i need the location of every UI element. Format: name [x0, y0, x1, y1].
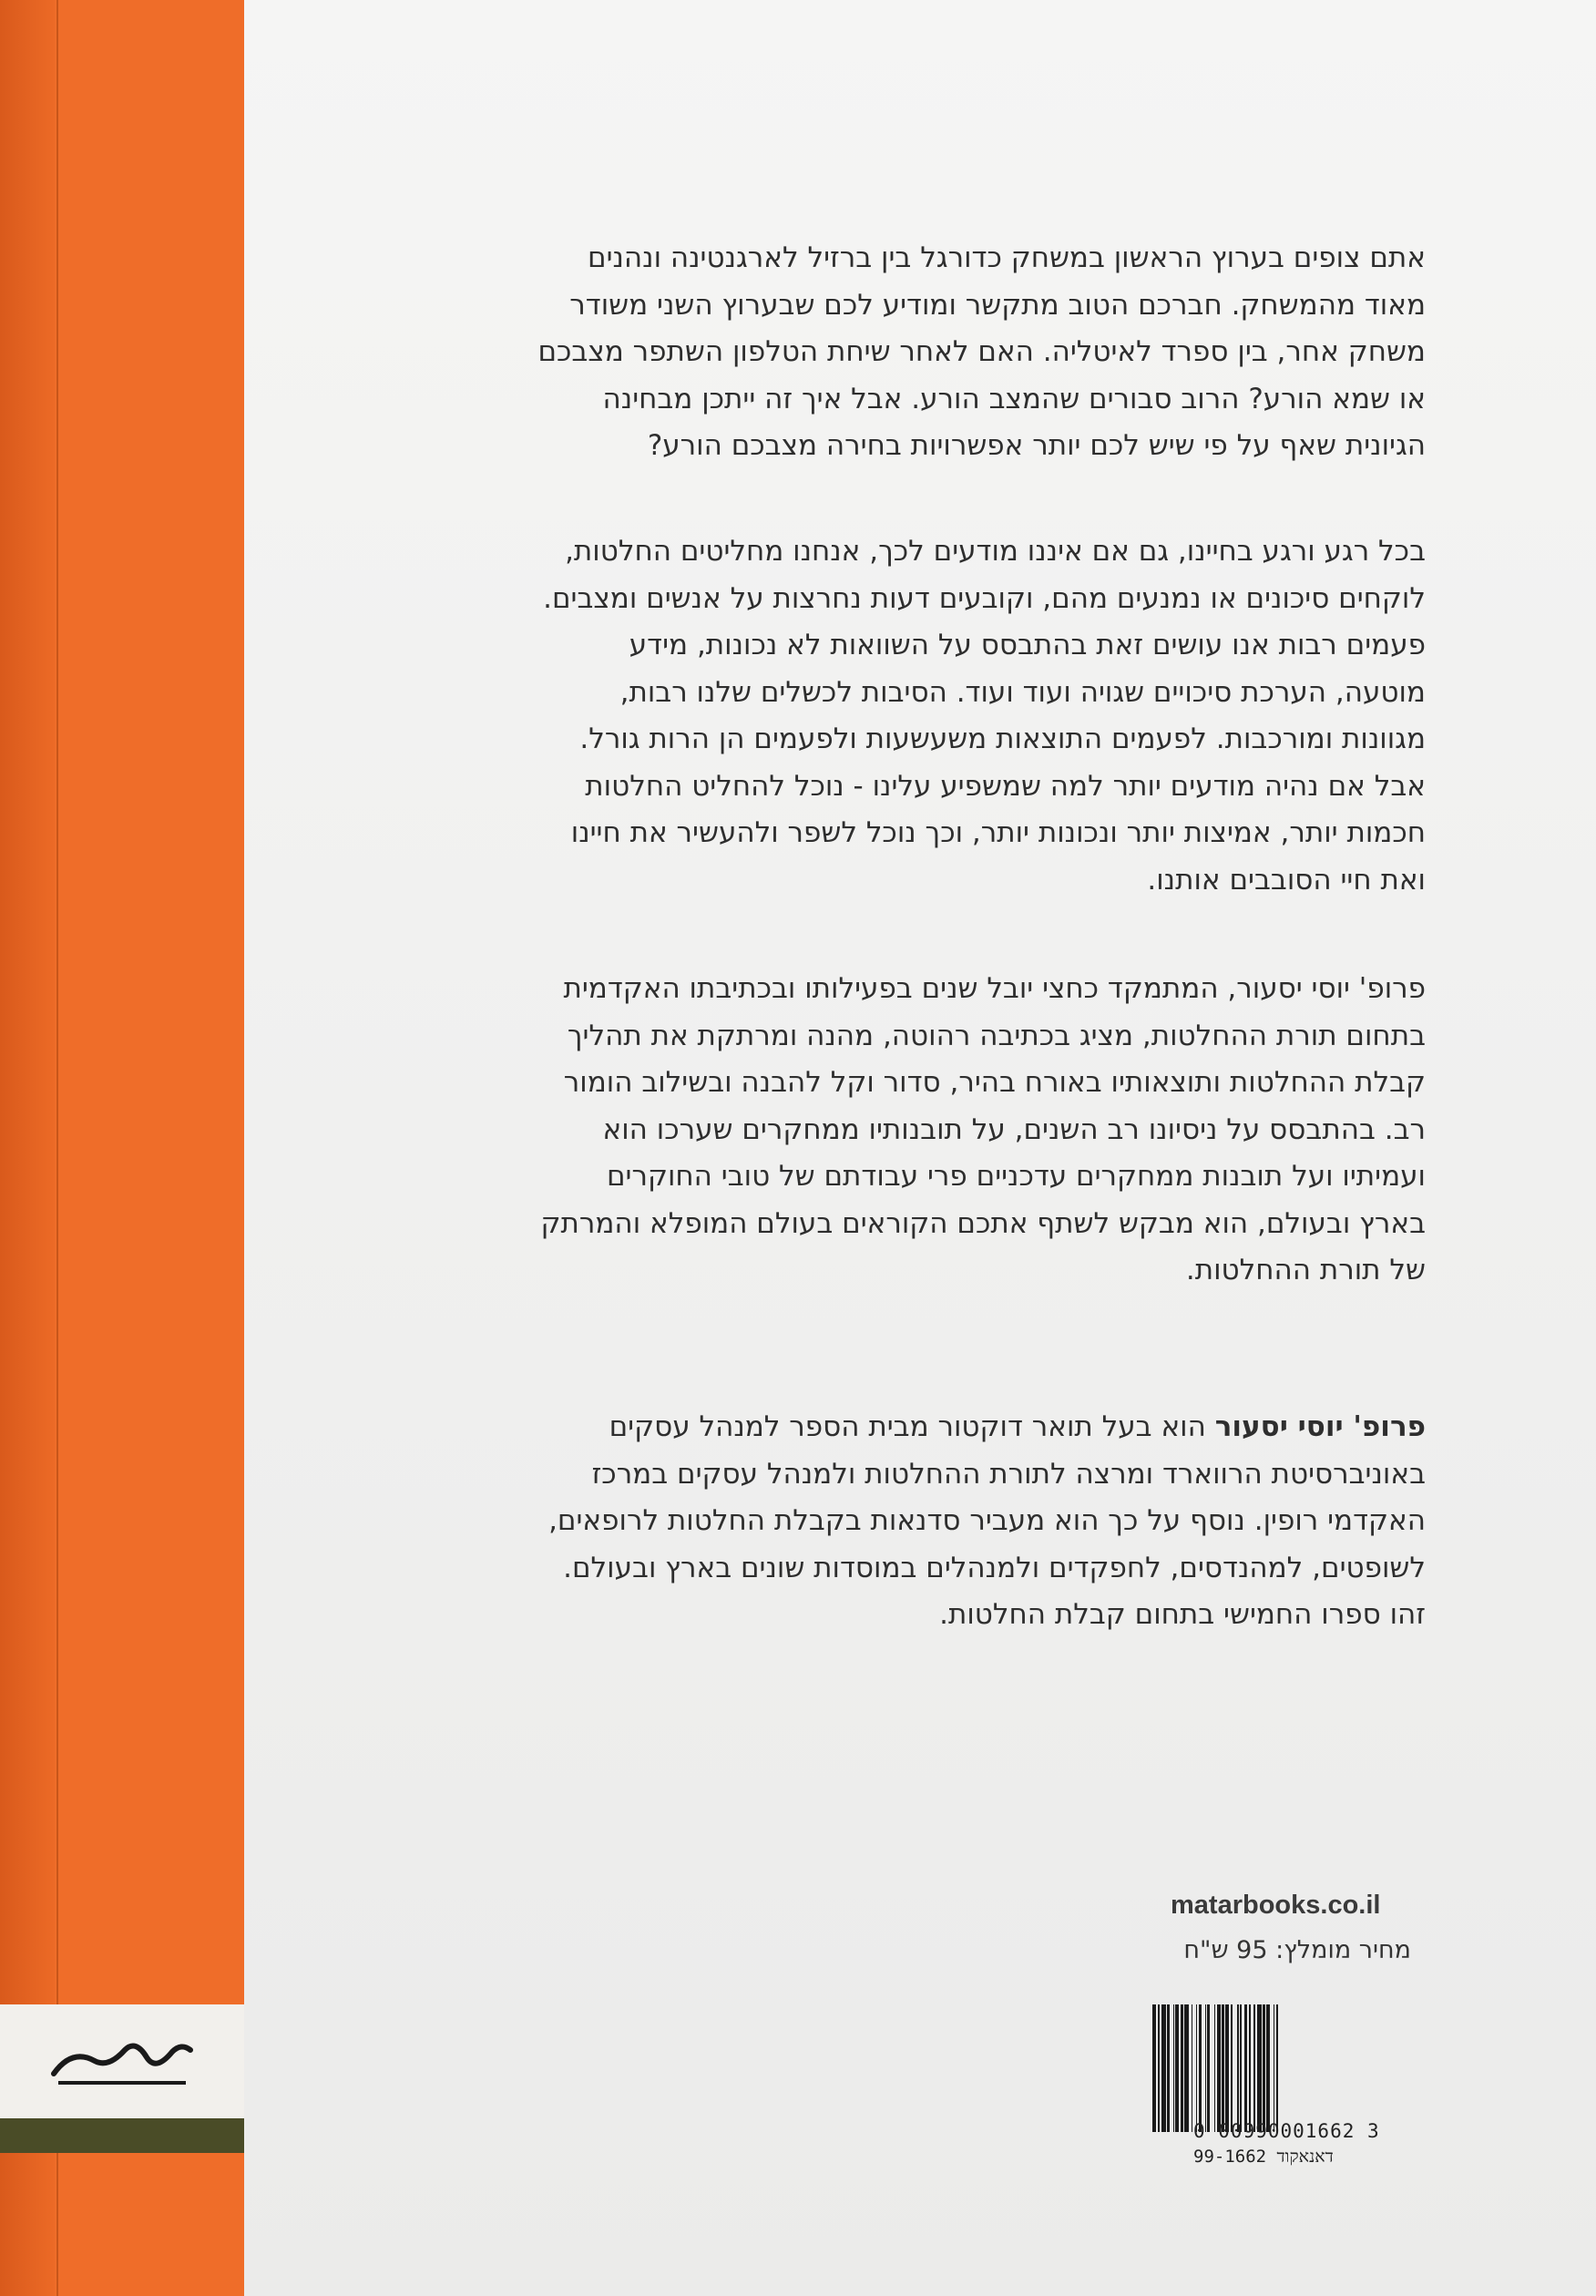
bio-line: באוניברסיטת הרווארד ומרצה לתורת ההחלטות ולמנהל עסקים במרכז — [591, 1457, 1426, 1491]
spine-fold-line — [56, 0, 58, 2296]
spine-shade — [0, 0, 55, 2296]
bio-line: האקדמי רופין. נוסף על כך הוא מעביר סדנאות בקבלת החלטות לרופאים, — [548, 1504, 1426, 1537]
text-line: בארץ ובעולם, הוא מבקש לשתף אתכם הקוראים בעולם המופלא והמרתק — [540, 1206, 1426, 1240]
barcode-bar — [1278, 2004, 1281, 2132]
description-paragraph — [543, 528, 1426, 904]
text-line: בתחום תורת ההחלטות, מציג בכתיבה רהוטה, מהנה ומרתקת את תהליך — [567, 1019, 1426, 1052]
barcode-icon — [1152, 2004, 1409, 2132]
text-line: אתם צופים בערוץ הראשון במשחק כדורגל בין ברזיל לארגנטינה ונהנים — [588, 241, 1426, 274]
catalog-code: 99-1662 דאנאקוד — [1193, 2147, 1334, 2167]
text-line: מוטעה, הערכת סיכויים שגויה ועוד ועוד. הסיבות לכשלים שלנו רבות, — [619, 675, 1426, 709]
publisher-logo — [0, 2004, 244, 2118]
text-line: מאוד מהמשחק. חברכם הטוב מתקשר ומודיע לכם שבערוץ השני משודר — [569, 288, 1426, 322]
text-line: מגוונות ומורכבות. לפעמים התוצאות משעשעות ולפעמים הן הרות גורל. — [579, 723, 1426, 755]
text-line: רב. בהתבסס על ניסיונו רב השנים, על תובנותיו ממחקרים שערכו הוא — [602, 1112, 1426, 1146]
publisher-website: matarbooks.co.il — [1171, 1891, 1381, 1920]
author-approach-paragraph — [541, 966, 1426, 1295]
bio-line: לשופטים, למהנדסים, לחפקדים ולמנהלים במוסדות שונים בארץ ובעולם. — [563, 1551, 1426, 1584]
recommended-price: מחיר מומלץ: 95 ש"ח — [1183, 1936, 1411, 1964]
svg-text:מטר: מטר — [121, 2075, 123, 2076]
text-line: פרופ' יוסי יסעור, המתמקד כחצי יובל שנים בפעילותו ובכתיבתו האקדמית — [563, 972, 1426, 1005]
bio-line-1: פרופ' יוסי יסעור הוא בעל תואר דוקטור מבית הספר למנהל עסקים — [609, 1410, 1426, 1443]
text-line: או שמא הורע? הרוב סבורים שהמצב הורע. אבל איך זה ייתכן מבחינה — [602, 382, 1426, 415]
text-line: חכמות יותר, אמיצות יותר ונכונות יותר, וכך נוכל לשפר ולהעשיר את חיינו — [570, 816, 1426, 849]
text-line: בכל רגע ורגע בחיינו, גם אם איננו מודעים לכך, אנחנו מחליטים החלטות, — [565, 535, 1426, 568]
text-line: ועמיתיו ועל תובנות ממחקרים עדכניים פרי עבודתם של טובי החוקרים — [606, 1160, 1426, 1193]
author-bio — [548, 1404, 1426, 1639]
barcode-number: 0 00990001662 3 — [1193, 2120, 1380, 2142]
text-line: לוקחים סיכונים או נמנעים מהם, וקובעים דעות נחרצות על אנשים ומצבים. — [543, 581, 1426, 615]
intro-paragraph — [537, 235, 1426, 470]
text-line: הגיונית שאף על פי שיש לכם יותר אפשרויות בחירה מצבכם הורע? — [647, 429, 1426, 462]
text-line: פעמים רבות אנו עושים זאת בהתבסס על השוואות לא נכונות, מידע — [629, 629, 1426, 661]
spine-dark-stripe — [0, 2118, 244, 2153]
text-line: קבלת ההחלטות ותוצאותיו באורח בהיר, סדור וקל להבנה ובשילוב הומור — [563, 1066, 1426, 1099]
text-line: של תורת ההחלטות. — [1185, 1254, 1426, 1286]
matar-logo-icon — [45, 2030, 200, 2094]
text-line: ואת חיי הסובבים אותנו. — [1147, 863, 1426, 897]
author-name: פרופ' יוסי יסעור — [1214, 1410, 1426, 1443]
text-line: אבל אם נהיה מודעים יותר למה שמשפיע עלינו - נוכל להחליט החלטות — [585, 769, 1426, 803]
text-line: משחק אחר, בין ספרד לאיטליה. האם לאחר שיחת הטלפון השתפר מצבכם — [537, 335, 1426, 368]
bio-line: זהו ספרו החמישי בתחום קבלת החלטות. — [939, 1598, 1426, 1631]
